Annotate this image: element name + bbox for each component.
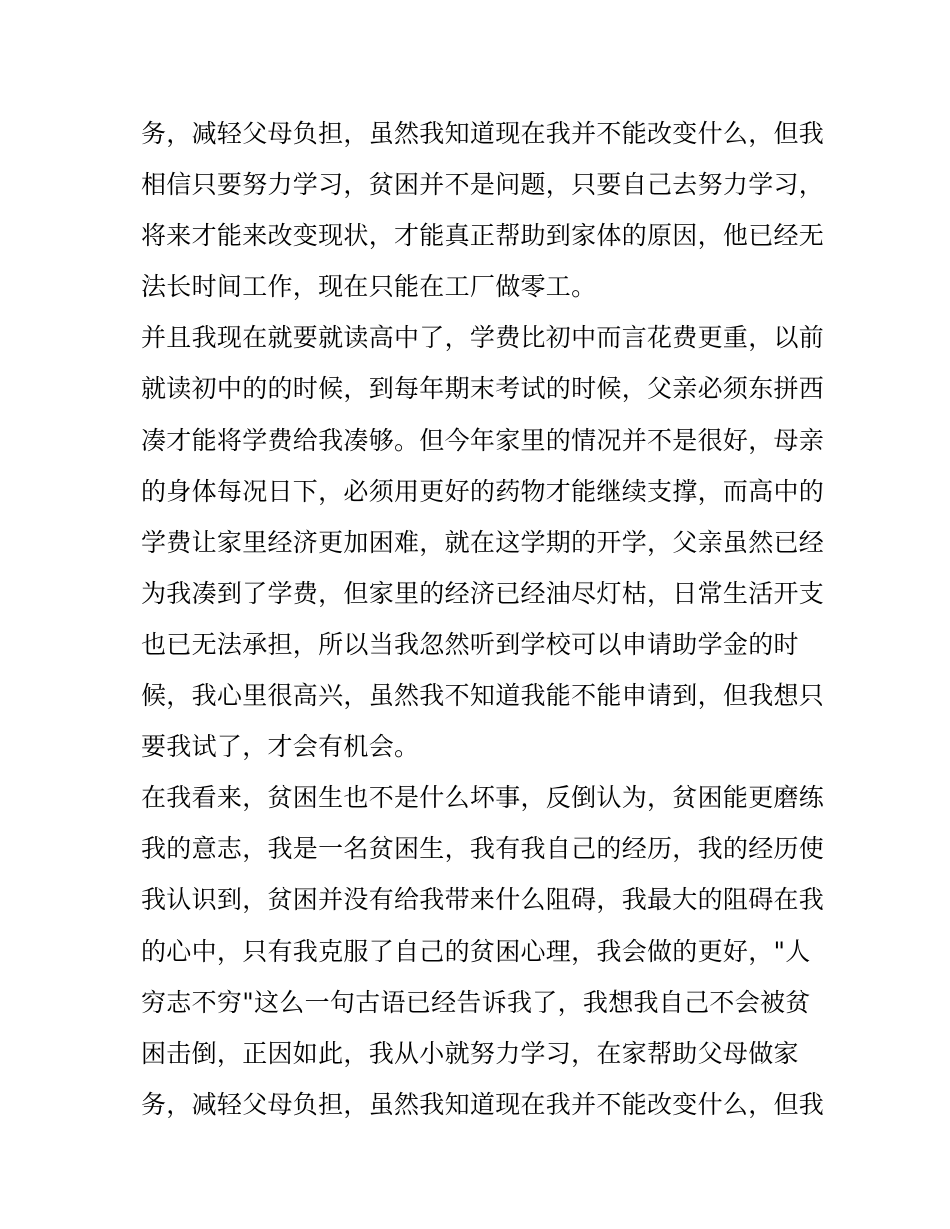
text-line: 困击倒，正因如此，我从小就努力学习，在家帮助父母做家 [141, 1038, 799, 1068]
text-line: 学费让家里经济更加困难，就在这学期的开学，父亲虽然已经 [141, 527, 825, 557]
text-line: 并且我现在就要就读高中了，学费比初中而言花费更重，以前 [141, 323, 825, 353]
text-line: 我的意志，我是一名贫困生，我有我自己的经历，我的经历使 [141, 834, 825, 864]
text-line: 法长时间工作，现在只能在工厂做零工。 [141, 272, 597, 302]
text-line: 我认识到，贫困并没有给我带来什么阻碍，我最大的阻碍在我 [141, 885, 825, 915]
text-line: 凑才能将学费给我凑够。但今年家里的情况并不是很好，母亲 [141, 425, 825, 455]
text-line: 务，减轻父母负担，虽然我知道现在我并不能改变什么，但我 [141, 1089, 825, 1119]
text-line: 的心中，只有我克服了自己的贫困心理，我会做的更好，"人 [141, 936, 811, 966]
text-line: 也已无法承担，所以当我忽然听到学校可以申请助学金的时 [141, 629, 799, 659]
text-line: 将来才能来改变现状，才能真正帮助到家体的原因，他已经无 [141, 221, 825, 251]
text-line: 在我看来，贫困生也不是什么坏事，反倒认为，贫困能更磨练 [141, 783, 825, 813]
body-text [141, 108, 825, 1130]
text-line: 要我试了，才会有机会。 [141, 732, 420, 762]
text-line: 就读初中的的时候，到每年期末考试的时候，父亲必须东拼西 [141, 374, 825, 404]
text-line: 相信只要努力学习，贫困并不是问题，只要自己去努力学习， [141, 170, 825, 200]
text-line: 候，我心里很高兴，虽然我不知道我能不能申请到，但我想只 [141, 681, 825, 711]
text-line: 为我凑到了学费，但家里的经济已经油尽灯枯，日常生活开支 [141, 578, 825, 608]
text-line: 穷志不穷"这么一句古语已经告诉我了，我想我自己不会被贫 [141, 987, 811, 1017]
text-line: 的身体每况日下，必须用更好的药物才能继续支撑，而高中的 [141, 476, 825, 506]
text-line: 务，减轻父母负担，虽然我知道现在我并不能改变什么，但我 [141, 119, 825, 148]
